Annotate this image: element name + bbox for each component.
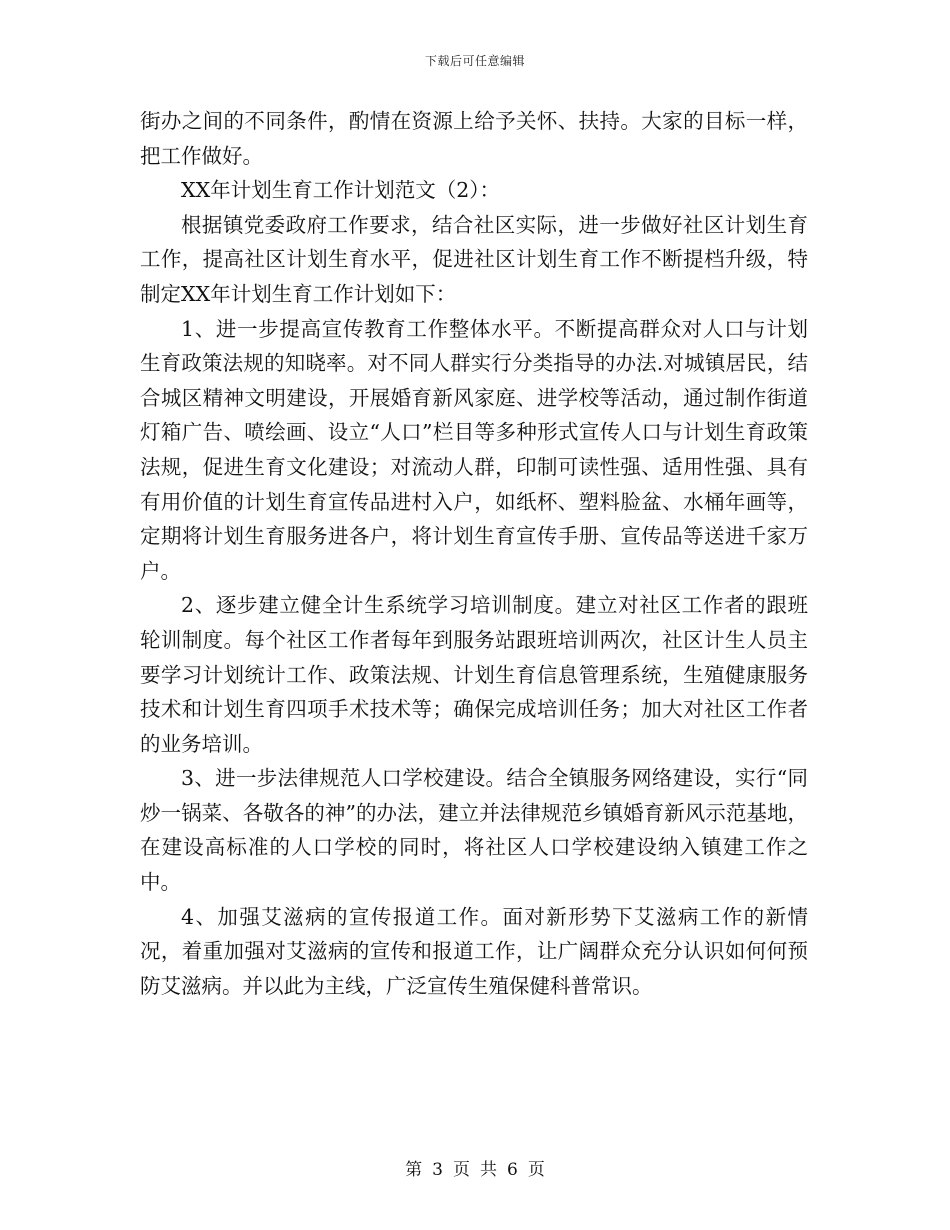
paragraph-continuation: 街办之间的不同条件，酌情在资源上给予关怀、扶持。大家的目标一样，把工作做好。 bbox=[140, 109, 808, 168]
footer-current-page: 3 bbox=[432, 1160, 443, 1180]
footer-page-word: 页 bbox=[453, 1160, 470, 1180]
footer-total-word: 共 bbox=[480, 1160, 497, 1180]
footer-suffix: 页 bbox=[527, 1160, 545, 1180]
paragraph-item-4: 4、加强艾滋病的宣传报道工作。面对新形势下艾滋病工作的新情况，着重加强对艾滋病的宣传和报道工作，让广阔群众充分认识如何何预防艾滋病。并以此为主线，广泛宣传生殖保健科普常识。 bbox=[140, 904, 808, 998]
document-body bbox=[140, 104, 808, 1003]
page-footer bbox=[0, 1155, 950, 1180]
paragraph-item-3: 3、进一步法律规范人口学校建设。结合全镇服务网络建设，实行“同炒一锅菜、各敬各的神”的办法，建立并法律规范乡镇婚育新风示范基地，在建设高标准的人口学校的同时，将社区人口学校建设纳入镇建工作之中。 bbox=[140, 766, 808, 895]
page-header: 下载后可任意编辑 bbox=[424, 54, 525, 68]
footer-total-pages: 6 bbox=[507, 1160, 518, 1180]
paragraph-item-1: 1、进一步提高宣传教育工作整体水平。不断提高群众对人口与计划生育政策法规的知晓率。对不同人群实行分类指导的办法.对城镇居民，结合城区精神文明建设，开展婚育新风家庭、进学校等活动，通过制作街道灯箱广告、喷绘画、设立“人口”栏目等多种形式宣传人口与计划生育政策法规，促进生育文化建设；对流动人群，印制可读性强、适用性强、具有有用价值的计划生育宣传品进村入户，如纸杯、塑料脸盆、水桶年画等，定期将计划生育服务进各户，将计划生育宣传手册、宣传品等送进千家万户。 bbox=[140, 316, 808, 583]
section-heading: XX年计划生育工作计划范文（2）： bbox=[181, 178, 500, 203]
paragraph-intro: 根据镇党委政府工作要求，结合社区实际，进一步做好社区计划生育工作，提高社区计划生育水平，促进社区计划生育工作不断提档升级，特制定XX年计划生育工作计划如下： bbox=[140, 212, 808, 306]
footer-prefix: 第 bbox=[405, 1160, 423, 1180]
paragraph-item-2: 2、逐步建立健全计生系统学习培训制度。建立对社区工作者的跟班轮训制度。每个社区工作者每年到服务站跟班培训两次，社区计生人员主要学习计划统计工作、政策法规、计划生育信息管理系统，生殖健康服务技术和计划生育四项手术技术等；确保完成培训任务；加大对社区工作者的业务培训。 bbox=[140, 593, 808, 756]
